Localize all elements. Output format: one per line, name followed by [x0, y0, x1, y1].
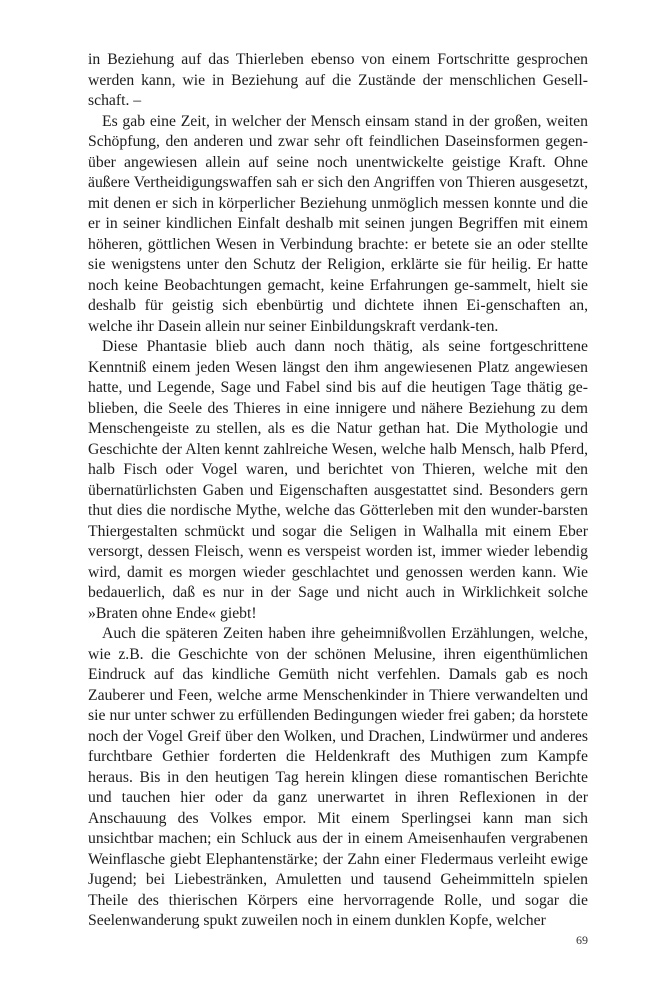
- page-body: [88, 50, 588, 932]
- paragraph-3: Auch die späteren Zeiten haben ihre geheimnißvollen Erzählungen, welche, wie z.B. die Geschichte von der schönen Melusine, ihren eigenthümlichen Eindruck auf das kindliche Gemüth nicht verfehlen. Damals gab es noch Zauberer und Feen, welche arme Menschenkinder in Thiere verwandelten und sie nur unter schwer zu erfüllenden Bedingungen wieder frei gaben; da horstete noch der Vogel Greif über den Wolken, und Drachen, Lindwürmer und anderes furchtbare Gethier forderten die Heldenkraft des Muthigen zum Kampfe heraus. Bis in den heutigen Tag herein klingen diese romantischen Berichte und tauchen hier oder da ganz unerwartet in ihren Reflexionen in der Anschauung des Volkes empor. Mit einem Sperlingsei kann man sich unsichtbar machen; ein Schluck aus der in einem Ameisenhaufen vergrabenen Weinflasche giebt Elephantenstärke; der Zahn einer Fledermaus verleiht ewige Jugend; bei Liebestränken, Amuletten und tausend Geheimmitteln spielen Theile des thierischen Körpers eine hervorragende Rolle, und sogar die Seelenwanderung spukt zuweilen noch in einem dunklen Kopfe, welcher: [88, 625, 588, 929]
- paragraph-2: Diese Phantasie blieb auch dann noch thätig, als seine fortgeschrittene Kenntniß einem jeden Wesen längst den ihm angewiesenen Platz angewiesen hatte, und Legende, Sage und Fabel sind bis auf die heutigen Tage thätig ge-blieben, die Seele des Thieres in eine innigere und nähere Beziehung zu dem Menschengeiste zu stellen, als es die Natur gethan hat. Die Mythologie und Geschichte der Alten kennt zahlreiche Wesen, welche halb Mensch, halb Pferd, halb Fisch oder Vogel waren, und berichtet von Thieren, welche mit den übernatürlichsten Gaben und Eigenschaften ausgestattet sind. Besonders gern thut dies die nordische Mythe, welche das Götterleben mit den wunder-barsten Thiergestalten schmückt und sogar die Seligen in Walhalla mit einem Eber versorgt, dessen Fleisch, wenn es verspeist worden ist, immer wieder lebendig wird, damit es morgen wieder geschlachtet und genossen werden kann. Wie bedauerlich, daß es nur in der Sage und nicht auch in Wirklichkeit solche »Braten ohne Ende« giebt!: [88, 338, 588, 622]
- page-number: 69: [576, 933, 588, 947]
- paragraph-1: Es gab eine Zeit, in welcher der Mensch einsam stand in der großen, weiten Schöpfung, den anderen und zwar sehr oft feindlichen Daseinsformen gegen-über angewiesen allein auf seine noch unentwickelte geistige Kraft. Ohne äußere Vertheidigungswaffen sah er sich den Angriffen von Thieren ausgesetzt, mit denen er sich in körperlicher Beziehung unmöglich messen konnte und die er in seiner kindlichen Einfalt deshalb mit seinen jungen Begriffen mit einem höheren, göttlichen Wesen in Verbindung brachte: er betete sie an oder stellte sie wenigstens unter den Schutz der Religion, erklärte sie für heilig. Er hatte noch keine Beobachtungen gemacht, keine Erfahrungen ge-sammelt, hielt sie deshalb für geistig sich ebenbürtig und dichtete ihnen Ei-genschaften an, welche ihr Dasein allein nur seiner Einbildungskraft verdank-ten.: [88, 112, 588, 335]
- paragraph-continuation: in Beziehung auf das Thierleben ebenso von einem Fortschritte gesprochen werden kann, wie in Beziehung auf die Zustände der menschlichen Gesell-schaft. –: [88, 51, 588, 109]
